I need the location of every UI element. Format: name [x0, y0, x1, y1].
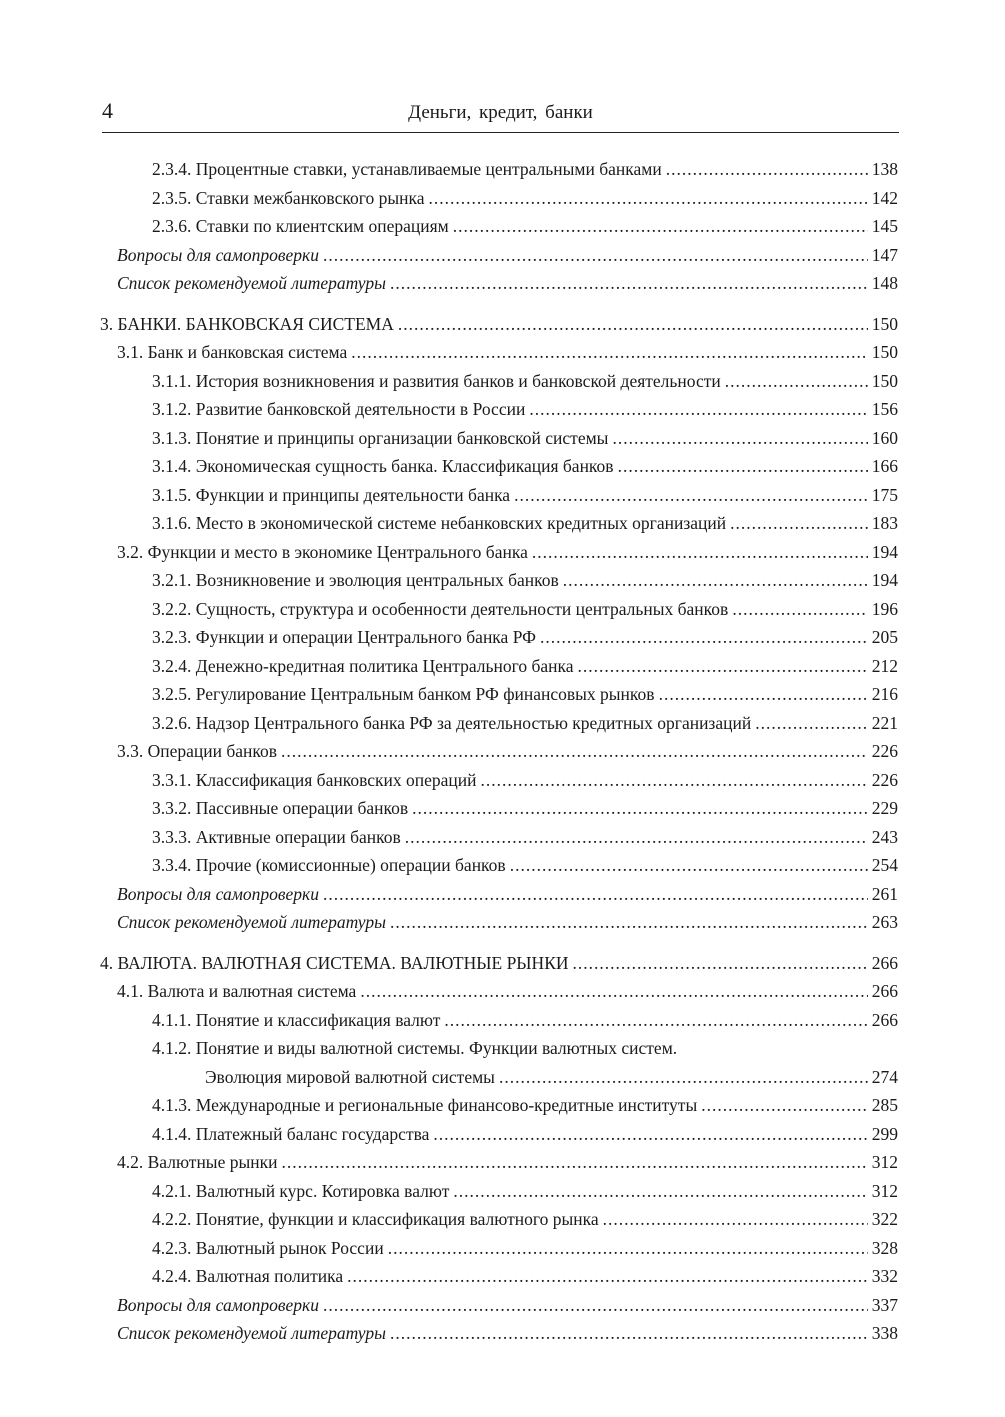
toc-entry-title: 4. ВАЛЮТА. ВАЛЮТНАЯ СИСТЕМА. ВАЛЮТНЫЕ РЫНКИ — [100, 952, 569, 973]
toc-entry-title: 3.3.1. Классификация банковских операций — [152, 769, 477, 790]
dot-leader — [612, 428, 867, 449]
toc-entry-title: 4.2.4. Валютная политика — [152, 1266, 344, 1286]
running-header — [102, 98, 899, 133]
toc-entry-title: 3.3.3. Активные операции банков — [152, 826, 401, 847]
toc-entry — [100, 798, 898, 827]
toc-entry-page: 212 — [871, 655, 898, 676]
dot-leader — [540, 627, 868, 648]
dot-leader — [578, 656, 868, 677]
dot-leader — [444, 1010, 867, 1031]
toc-entry-page: 266 — [871, 952, 898, 973]
toc-entry-page: 216 — [871, 684, 898, 704]
toc-entry-title: 4.2.2. Понятие, функции и классификация валютного рынка — [152, 1209, 599, 1229]
toc-section — [100, 981, 898, 1010]
toc-chapter — [100, 953, 898, 982]
toc-entry-title: 3.1.2. Развитие банковской деятельности в России — [152, 399, 526, 419]
dot-leader — [428, 188, 867, 209]
dot-leader — [390, 912, 868, 933]
dot-leader — [603, 1209, 868, 1230]
toc-entry-title: 3.2.2. Сущность, структура и особенности деятельности центральных банков — [152, 598, 729, 619]
toc-entry-title: 3.1.3. Понятие и принципы организации банковской системы — [152, 427, 609, 448]
toc-section — [100, 1152, 898, 1181]
dot-leader — [453, 216, 868, 237]
toc-entry-title: 4.2.1. Валютный курс. Котировка валют — [152, 1180, 450, 1201]
toc-entry-page: 226 — [871, 769, 898, 790]
toc-entry — [100, 245, 898, 274]
toc-entry-page: 142 — [871, 187, 898, 208]
toc-entry-title: 4.1.4. Платежный баланс государства — [152, 1123, 430, 1144]
dot-leader — [453, 1181, 867, 1202]
toc-entry — [100, 912, 898, 941]
toc-entry-page: 266 — [871, 981, 898, 1001]
toc-entry — [100, 884, 898, 913]
toc-entry-title: Эволюция мировой валютной системы — [205, 1066, 495, 1087]
toc-entry — [100, 627, 898, 656]
dot-leader — [433, 1124, 867, 1145]
toc-entry-title: 4.1. Валюта и валютная система — [117, 981, 357, 1001]
toc-entry-page: 263 — [871, 912, 898, 932]
toc-entry-page: 261 — [871, 883, 898, 904]
toc-entry-page: 226 — [871, 741, 898, 761]
toc-entry-page: 322 — [871, 1209, 898, 1229]
toc-entry-title: 3.1.1. История возникновения и развития банков и банковской деятельности — [152, 370, 721, 391]
toc-entry — [100, 1095, 898, 1124]
toc-entry — [100, 570, 898, 599]
dot-leader — [412, 798, 868, 819]
dot-leader — [563, 570, 868, 591]
toc-entry-title: 4.2.3. Валютный рынок России — [152, 1237, 384, 1258]
toc-entry-title: 3.2. Функции и место в экономике Центрального банка — [117, 541, 528, 562]
toc-entry — [100, 513, 898, 542]
dot-leader — [388, 1238, 868, 1259]
toc-entry-page: 312 — [871, 1180, 898, 1201]
toc-entry-title: 3.2.3. Функции и операции Центрального банка РФ — [152, 627, 536, 647]
toc-entry-title: 3.1. Банк и банковская система — [117, 342, 348, 362]
toc-entry-page: 338 — [871, 1323, 898, 1343]
dot-leader — [481, 770, 868, 791]
dot-leader — [618, 456, 868, 477]
toc-entry-title-line-1: 4.1.2. Понятие и виды валютной системы. Функции валютных систем. — [152, 1038, 678, 1058]
toc-section — [100, 741, 898, 770]
dot-leader — [573, 953, 868, 974]
running-title: Деньги, кредит, банки — [408, 102, 593, 123]
toc-entry-page: 145 — [871, 216, 898, 236]
toc-entry-page: 243 — [871, 826, 898, 847]
toc-entry-title: 2.3.4. Процентные ставки, устанавливаемые центральными банками — [152, 159, 662, 179]
dot-leader — [659, 684, 868, 705]
toc-entry-title: 3.3. Операции банков — [117, 741, 278, 761]
toc-entry-page: 194 — [871, 541, 898, 562]
toc-entry — [100, 1209, 898, 1238]
toc-entry-page: 337 — [871, 1294, 898, 1315]
toc-entry-title: 3.3.4. Прочие (комиссионные) операции банков — [152, 855, 506, 875]
toc-chapter — [100, 314, 898, 343]
table-of-contents — [100, 159, 898, 1352]
toc-entry-page: 312 — [871, 1152, 898, 1172]
toc-entry-page: 194 — [871, 570, 898, 590]
toc-entry-page: 150 — [871, 313, 898, 334]
toc-entry — [100, 656, 898, 685]
dot-leader — [499, 1067, 868, 1088]
toc-entry-title: 4.1.1. Понятие и классификация валют — [152, 1009, 441, 1030]
toc-entry — [100, 1323, 898, 1352]
dot-leader — [398, 314, 868, 335]
toc-entry — [100, 1238, 898, 1267]
toc-entry-title: Список рекомендуемой литературы — [117, 1323, 386, 1343]
toc-entry — [100, 1266, 898, 1295]
dot-leader — [281, 741, 868, 762]
dot-leader — [390, 1323, 868, 1344]
toc-entry — [100, 599, 898, 628]
toc-entry-page: 150 — [871, 370, 898, 391]
dot-leader — [281, 1152, 867, 1173]
dot-leader — [755, 713, 868, 734]
toc-entry — [100, 273, 898, 302]
toc-entry-page: 175 — [871, 484, 898, 505]
dot-leader — [510, 855, 868, 876]
toc-entry-page: 266 — [871, 1009, 898, 1030]
dot-leader — [532, 542, 868, 563]
dot-leader — [323, 245, 868, 266]
dot-leader — [732, 599, 867, 620]
toc-entry-page: 160 — [871, 427, 898, 448]
toc-section — [100, 542, 898, 571]
toc-entry-title: 2.3.6. Ставки по клиентским операциям — [152, 216, 449, 236]
toc-entry-page: 332 — [871, 1266, 898, 1286]
toc-entry — [100, 770, 898, 799]
toc-entry-page: 274 — [871, 1066, 898, 1087]
toc-entry-page: 328 — [871, 1237, 898, 1258]
dot-leader — [323, 884, 868, 905]
page-number: 4 — [102, 98, 113, 123]
toc-entry-title: 2.3.5. Ставки межбанковского рынка — [152, 187, 425, 208]
toc-entry — [100, 371, 898, 400]
toc-entry — [100, 216, 898, 245]
toc-entry-page: 196 — [871, 598, 898, 619]
dot-leader — [323, 1295, 868, 1316]
toc-entry-page: 299 — [871, 1123, 898, 1144]
toc-entry — [100, 159, 898, 188]
toc-entry — [100, 1181, 898, 1210]
toc-entry — [100, 684, 898, 713]
toc-entry-page: 166 — [871, 456, 898, 476]
toc-entry — [100, 827, 898, 856]
toc-entry-title: Вопросы для самопроверки — [117, 883, 319, 904]
toc-entry-page: 156 — [871, 399, 898, 419]
toc-entry-page: 229 — [871, 798, 898, 818]
toc-entry — [100, 855, 898, 884]
dot-leader — [529, 399, 867, 420]
dot-leader — [347, 1266, 868, 1287]
toc-entry-title: Список рекомендуемой литературы — [117, 273, 386, 293]
toc-entry — [100, 1124, 898, 1153]
toc-entry-title: 3.1.6. Место в экономической системе небанковских кредитных организаций — [152, 513, 727, 533]
toc-section — [100, 342, 898, 371]
dot-leader — [360, 981, 867, 1002]
toc-entry — [100, 485, 898, 514]
toc-entry — [100, 456, 898, 485]
dot-leader — [351, 342, 868, 363]
toc-entry-title: 4.1.3. Международные и региональные финансово-кредитные институты — [152, 1095, 698, 1115]
toc-entry-title: 3.2.6. Надзор Центрального банка РФ за деятельностью кредитных организаций — [152, 712, 752, 733]
toc-entry-title: 3.3.2. Пассивные операции банков — [152, 798, 409, 818]
dot-leader — [405, 827, 868, 848]
dot-leader — [701, 1095, 868, 1116]
toc-entry-page: 183 — [871, 513, 898, 533]
dot-leader — [725, 371, 868, 392]
toc-entry-title: 3.2.4. Денежно-кредитная политика Центрального банка — [152, 655, 574, 676]
toc-entry-page: 254 — [871, 855, 898, 875]
toc-entry-title: Вопросы для самопроверки — [117, 1294, 319, 1315]
toc-entry-page: 221 — [871, 712, 898, 733]
toc-entry — [100, 188, 898, 217]
toc-entry-page: 138 — [871, 159, 898, 179]
toc-entry-title: 3.1.4. Экономическая сущность банка. Классификация банков — [152, 456, 614, 476]
toc-entry-page: 147 — [871, 244, 898, 265]
toc-entry-page: 150 — [871, 342, 898, 362]
toc-entry — [100, 428, 898, 457]
toc-entry — [100, 1010, 898, 1039]
dot-leader — [514, 485, 868, 506]
toc-entry-page: 205 — [871, 627, 898, 647]
toc-entry-page: 148 — [871, 273, 898, 293]
toc-entry-title: 3.2.1. Возникновение и эволюция центральных банков — [152, 570, 559, 590]
dot-leader — [730, 513, 868, 534]
dot-leader — [666, 159, 868, 180]
toc-entry — [100, 1067, 898, 1096]
toc-entry-title: Список рекомендуемой литературы — [117, 912, 386, 932]
toc-entry-page: 285 — [871, 1095, 898, 1115]
toc-entry — [100, 399, 898, 428]
toc-entry-title: Вопросы для самопроверки — [117, 244, 319, 265]
dot-leader — [390, 273, 868, 294]
toc-entry — [100, 1295, 898, 1324]
toc-entry — [100, 713, 898, 742]
toc-entry-title: 3.2.5. Регулирование Центральным банком РФ финансовых рынков — [152, 684, 655, 704]
toc-entry-title: 3. БАНКИ. БАНКОВСКАЯ СИСТЕМА — [100, 313, 394, 334]
toc-entry-title: 4.2. Валютные рынки — [117, 1152, 278, 1172]
toc-entry-title: 3.1.5. Функции и принципы деятельности банка — [152, 484, 511, 505]
